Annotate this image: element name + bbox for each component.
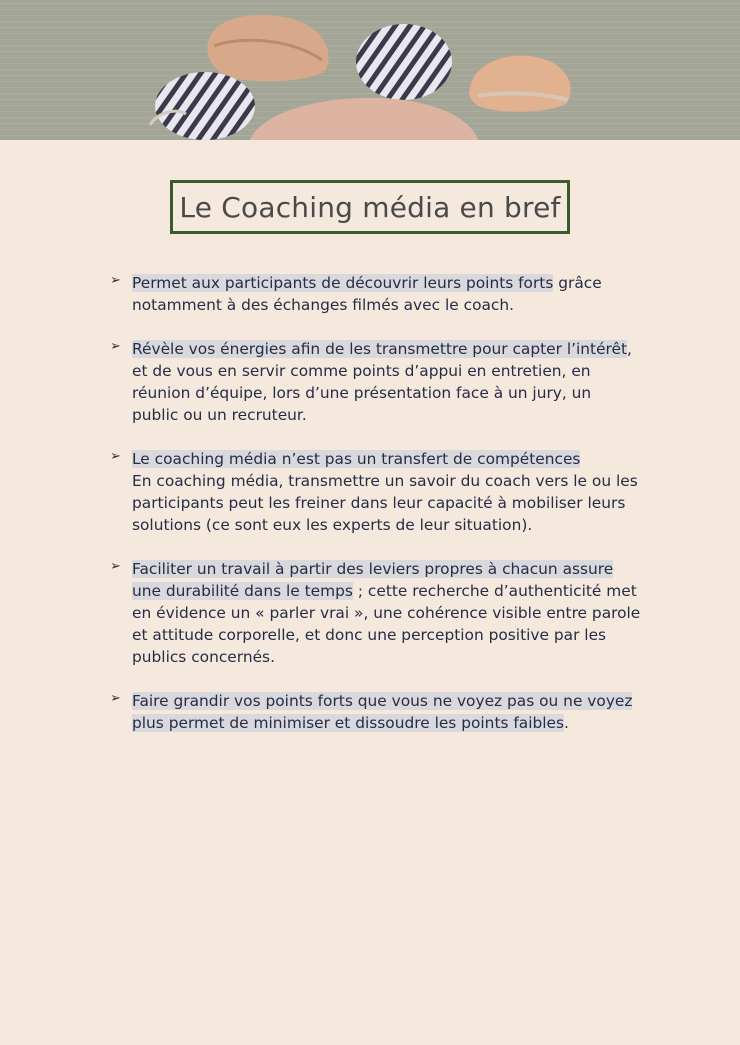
- plain-text: grâce: [553, 274, 602, 292]
- text-line: [132, 646, 670, 668]
- list-item: [110, 558, 670, 668]
- text-line: [132, 624, 670, 646]
- text-line: [132, 294, 670, 316]
- plain-text: .: [564, 714, 569, 732]
- plain-text: solutions (ce sont eux les experts de leur situation).: [132, 516, 533, 534]
- text-line: [132, 382, 670, 404]
- list-item: [110, 272, 670, 316]
- plain-text: ,: [627, 340, 632, 358]
- arrow-bullet-icon: ➢: [110, 691, 121, 706]
- highlighted-text: Faciliter un travail à partir des leviers propres à chacun assure: [132, 560, 614, 578]
- plain-text: notamment à des échanges filmés avec le coach.: [132, 296, 515, 314]
- list-item: [110, 690, 670, 734]
- highlighted-text: Révèle vos énergies afin de les transmettre pour capter l’intérêt: [132, 340, 628, 358]
- highlighted-text: Permet aux participants de découvrir leurs points forts: [132, 274, 554, 292]
- plain-text: ; cette recherche d’authenticité met: [352, 582, 637, 600]
- text-line: [132, 492, 670, 514]
- list-item: [110, 338, 670, 426]
- plain-text: et attitude corporelle, et donc une perception positive par les: [132, 626, 607, 644]
- highlighted-text: Faire grandir vos points forts que vous ne voyez pas ou ne voyez: [132, 692, 633, 710]
- text-line: [132, 360, 670, 382]
- arrow-bullet-icon: ➢: [110, 559, 121, 574]
- highlighted-text: plus permet de minimiser et dissoudre les points faibles: [132, 714, 565, 732]
- bullet-list: [110, 272, 670, 756]
- text-line: [132, 448, 670, 470]
- highlighted-text: Le coaching média n’est pas un transfert de compétences: [132, 450, 581, 468]
- plain-text: réunion d’équipe, lors d’une présentation face à un jury, un: [132, 384, 592, 402]
- text-line: [132, 558, 670, 580]
- arrow-bullet-icon: ➢: [110, 273, 121, 288]
- text-line: [132, 404, 670, 426]
- plain-text: En coaching média, transmettre un savoir du coach vers le ou les: [132, 472, 638, 490]
- text-line: [132, 712, 670, 734]
- text-line: [132, 272, 670, 294]
- list-item: [110, 448, 670, 536]
- title-box: [170, 180, 570, 234]
- highlighted-text: une durabilité dans le temps: [132, 582, 353, 600]
- plain-text: en évidence un « parler vrai », une cohérence visible entre parole: [132, 604, 641, 622]
- text-line: [132, 338, 670, 360]
- text-line: [132, 514, 670, 536]
- plain-text: public ou un recruteur.: [132, 406, 307, 424]
- text-line: [132, 470, 670, 492]
- plain-text: et de vous en servir comme points d’appui en entretien, en: [132, 362, 591, 380]
- text-line: [132, 602, 670, 624]
- seashells-banner-image: [0, 0, 740, 140]
- page-title: Le Coaching média en bref: [179, 190, 561, 224]
- arrow-bullet-icon: ➢: [110, 339, 121, 354]
- plain-text: publics concernés.: [132, 648, 275, 666]
- seashells-illustration: [0, 0, 740, 140]
- text-line: [132, 580, 670, 602]
- text-line: [132, 690, 670, 712]
- arrow-bullet-icon: ➢: [110, 449, 121, 464]
- plain-text: participants peut les freiner dans leur capacité à mobiliser leurs: [132, 494, 626, 512]
